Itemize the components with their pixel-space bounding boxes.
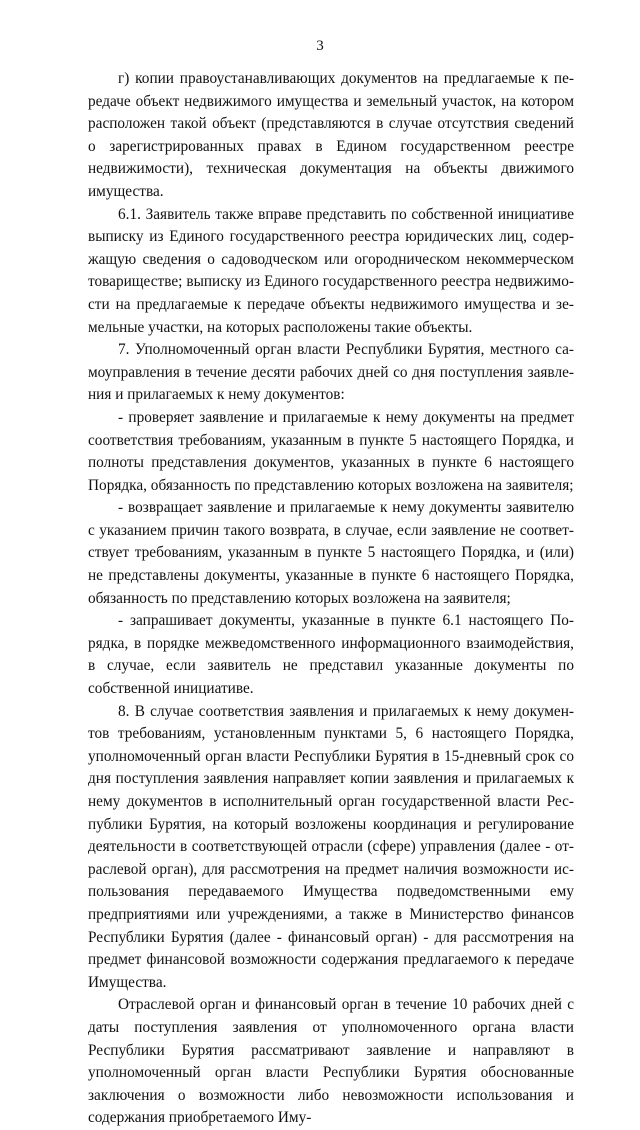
paragraph-sectoral-and-financial-body: Отраслевой орган и финансовый орган в течение 10 рабочих дней с даты поступления заявления от уполномоченного органа власти Республики Бурятия рассматривают заявление и направляют в уполномоченный орган власти Республики Бурятия обоснованные заключения о возможности либо невозможности использования и содержания приобретаемого Иму-	[88, 996, 574, 1127]
paragraph-6-1-applicant-right: 6.1. Заявитель также вправе представить по собственной инициативе выписку из Единого государственного реестра юридических лиц, содержащую сведения о садоводческом или огородническом некоммерческом товариществе; выписку из Единого государственного реестра недвижимости на предлагаемые к передаче объекты недвижимого имущества и земельные участки, на которых расположены такие объекты.	[88, 205, 574, 336]
paragraph-7-authorized-body: 7. Уполномоченный орган власти Республики Бурятия, местного самоуправления в течение десяти рабочих дней со дня поступления заявления и прилагаемых к нему документов:	[88, 341, 574, 404]
list-item-requests-documents: - запрашивает документы, указанные в пункте 6.1 настоящего Порядка, в порядке межведомственного информационного взаимодействия, в случае, если заявитель не представил указанные документы по собственной инициативе.	[88, 612, 574, 698]
paragraph-item-g-copies-of-title-documents: г) копии правоустанавливающих документов на предлагаемые к передаче объект недвижимого имущества и земельный участок, на котором расположен такой объект (представляются в случае отсутствия сведений о зарегистрированных правах в Едином государственном реестре недвижимости), техническая документация на объекты движимого имущества.	[88, 70, 574, 200]
list-item-checks-application: - проверяет заявление и прилагаемые к нему документы на предмет соответствия требованиям, указанным в пункте 5 настоящего Порядка, и полноты представления документов, указанных в пункте 6 настоящего Порядка, обязанность по представлению которых возложена на заявителя;	[88, 408, 574, 494]
paragraph-8-compliance: 8. В случае соответствия заявления и прилагаемых к нему документов требованиям, установленным пунктами 5, 6 настоящего Порядка, уполномоченный орган власти Республики Бурятия в 15-дневный срок со дня поступления заявления направляет копии заявления и прилагаемых к нему документов в исполнительный орган государственной власти Республики Бурятия, на который возложены координация и регулирование деятельности в соответствующей отрасли (сфере) управления (далее - отраслевой орган), для рассмотрения на предмет наличия возможности использования передаваемого Имущества подведомственными ему предприятиями или учреждениями, а также в Министерство финансов Республики Бурятия (далее - финансовый орган) - для рассмотрения на предмет финансовой возможности содержания предлагаемого к передаче Имущества.	[88, 702, 574, 991]
document-body	[88, 68, 574, 1130]
page-number: 3	[316, 38, 324, 54]
list-item-returns-application: - возвращает заявление и прилагаемые к нему документы заявителю с указанием причин такого возврата, в случае, если заявление не соответствует требованиям, указанным в пункте 5 настоящего Порядка, и (или) не представлены документы, указанные в пункте 6 настоящего Порядка, обязанность по представлению которых возложена на заявителя;	[88, 499, 574, 607]
